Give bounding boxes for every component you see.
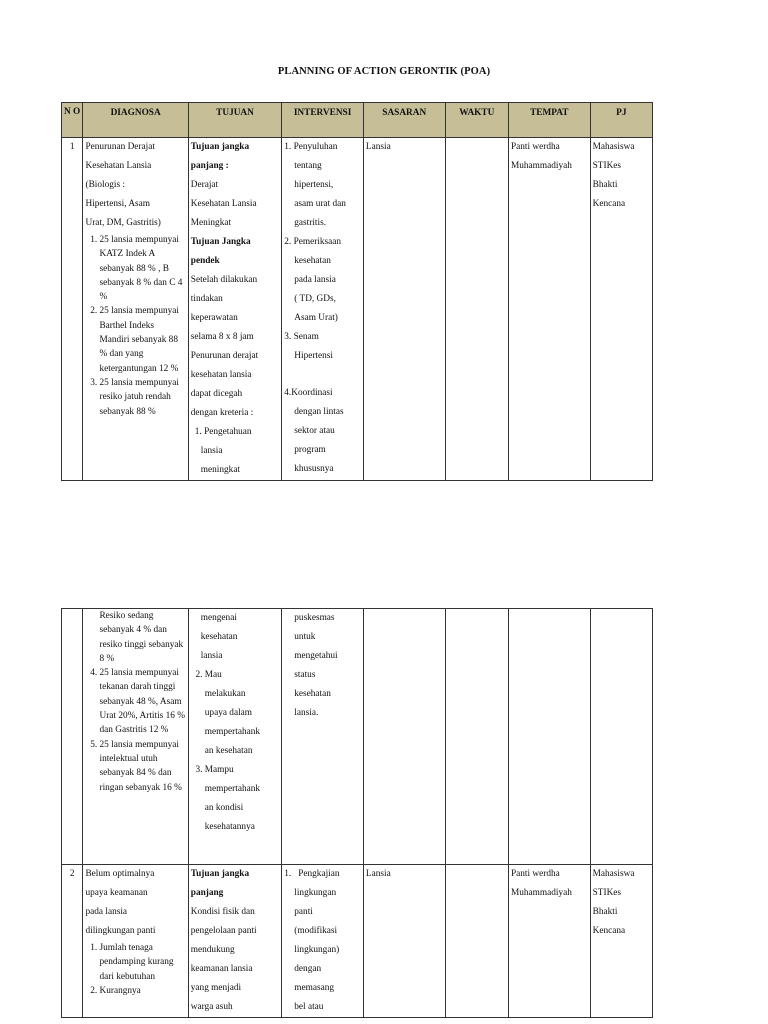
diagnosa-cont: Resiko sedang sebanyak 4 % dan resiko tinggi sebanyak 8 %	[99, 611, 184, 664]
diagnosa-line: Urat, DM, Gastritis)	[85, 218, 161, 228]
diagnosa-line: Belum optimalnya	[85, 869, 155, 879]
tujuan-cell	[188, 609, 281, 865]
header-diagnosa: DIAGNOSA	[83, 103, 188, 138]
header-waktu: WAKTU	[445, 103, 508, 138]
diagnosa-line: (Biologis :	[85, 180, 126, 190]
tujuan-list	[191, 666, 279, 837]
header-tujuan: TUJUAN	[188, 103, 281, 138]
diagnosa-list	[85, 666, 185, 795]
intervensi-line: untuk	[294, 632, 316, 642]
pj-line: Mahasiswa	[592, 869, 635, 879]
intervensi-line: 1. Penyuluhan	[284, 142, 338, 152]
intervensi-line: panti	[294, 907, 313, 917]
intervensi-cell	[282, 865, 364, 1018]
tujuan-line: dengan kreteria :	[190, 408, 254, 418]
tujuan-line: selama 8 x 8 jam	[190, 332, 254, 342]
row-number: 1	[62, 138, 83, 481]
sasaran-cell	[363, 609, 445, 865]
tujuan-line: Meningkat	[190, 218, 232, 228]
intervensi-line: dengan	[294, 964, 322, 974]
tempat-cell	[508, 609, 590, 865]
intervensi-cell	[282, 609, 364, 865]
pj-line: Kencana	[592, 926, 626, 936]
tujuan-line: Setelah dilakukan	[190, 275, 258, 285]
kriteria-line: meningkat	[200, 465, 241, 475]
list-line: an kesehatan	[204, 746, 253, 756]
pj-line: Mahasiswa	[592, 142, 635, 152]
list-line: upaya dalam	[204, 708, 253, 718]
diagnosa-cell	[83, 609, 188, 865]
header-pj: PJ	[590, 103, 652, 138]
intervensi-line: program	[294, 445, 326, 455]
tempat-line: Panti werdha	[510, 142, 560, 152]
intervensi-line: Asam Urat)	[294, 313, 338, 323]
diagnosa-cell	[83, 138, 188, 481]
intervensi-line: Hipertensi	[294, 351, 333, 361]
header-sasaran: SASARAN	[363, 103, 445, 138]
tujuan-line: kesehatan lansia	[190, 370, 252, 380]
diagnosa-line: upaya keamanan	[85, 888, 148, 898]
tujuan-cell	[188, 865, 281, 1018]
intervensi-line: asam urat dan	[294, 199, 346, 209]
tempat-line: Muhammadiyah	[510, 888, 572, 898]
table-row	[62, 138, 653, 481]
waktu-cell	[445, 865, 508, 1018]
pj-cell	[590, 609, 652, 865]
list-line: 3. Mampu	[204, 765, 234, 775]
intervensi-line: mengetahui	[294, 651, 338, 661]
list-item: 4. 25 lansia mempunyai tekanan darah tinggi sebanyak 48 %, Asam Urat 20%, Artitis 16 % dan Gastritis 12 %	[99, 666, 185, 737]
tujuan-pendek-label: Tujuan Jangka	[190, 237, 251, 247]
intervensi-line: lingkungan)	[294, 945, 340, 955]
tujuan-line: mengenai	[200, 613, 237, 623]
pj-line: STIKes	[592, 161, 622, 171]
poa-table-page1	[61, 102, 653, 481]
poa-table-page2	[61, 608, 653, 1018]
diagnosa-line: Penurunan Derajat	[85, 142, 155, 152]
intervensi-line: khususnya	[294, 464, 334, 474]
intervensi-line: dengan lintas	[294, 407, 344, 417]
intervensi-line: kesehatan	[294, 689, 331, 699]
list-line: an kondisi	[204, 803, 244, 813]
tempat-line: Muhammadiyah	[510, 161, 572, 171]
intervensi-line: hipertensi,	[294, 180, 334, 190]
list-item	[205, 761, 279, 837]
tujuan-pendek-label: pendek	[190, 256, 220, 266]
tujuan-line: yang menjadi	[190, 983, 242, 993]
list-line: mempertahank	[204, 784, 261, 794]
intervensi-line: (modifikasi	[294, 926, 338, 936]
sasaran-cell: Lansia	[363, 138, 445, 481]
tujuan-cell	[188, 138, 281, 481]
pj-line: STIKes	[592, 888, 622, 898]
intervensi-line: lingkungan	[294, 888, 337, 898]
tujuan-line: keamanan lansia	[190, 964, 253, 974]
intervensi-line: pada lansia	[294, 275, 336, 285]
table-row	[62, 609, 653, 865]
tujuan-line: Kesehatan Lansia	[190, 199, 257, 209]
header-intervensi: INTERVENSI	[282, 103, 364, 138]
row-number	[62, 609, 83, 865]
table-header-row	[62, 103, 653, 138]
list-line: melakukan	[204, 689, 246, 699]
kriteria-line: 1. Pengetahuan	[194, 427, 252, 437]
intervensi-line: status	[294, 670, 316, 680]
waktu-cell	[445, 609, 508, 865]
intervensi-line: 2. Pemeriksaan	[284, 237, 342, 247]
intervensi-line: gastritis.	[294, 218, 327, 228]
list-item: 5. 25 lansia mempunyai intelektual utuh sebanyak 84 % dan ringan sebanyak 16 %	[99, 738, 185, 795]
intervensi-line: bel atau	[294, 1002, 324, 1012]
diagnosa-line: Kesehatan Lansia	[85, 161, 152, 171]
tujuan-line: lansia	[200, 651, 223, 661]
intervensi-cell	[282, 138, 364, 481]
tujuan-line: warga asuh	[190, 1002, 233, 1012]
pj-cell	[590, 865, 652, 1018]
table-row	[62, 865, 653, 1018]
list-item: 2. Kurangnya	[99, 984, 185, 998]
waktu-cell	[445, 138, 508, 481]
list-item: 3. 25 lansia mempunyai resiko jatuh rendah sebanyak 88 %	[99, 376, 185, 419]
list-item	[205, 666, 279, 761]
list-item: 2. 25 lansia mempunyai Barthel Indeks Mandiri sebanyak 88 % dan yang ketergantungan 12 %	[99, 304, 185, 375]
tujuan-line: Derajat	[190, 180, 219, 190]
intervensi-line: 1. Pengkajian	[284, 869, 340, 879]
diagnosa-list	[85, 233, 185, 419]
tujuan-line: kesehatan	[200, 632, 238, 642]
tempat-line: Panti werdha	[510, 869, 560, 879]
header-tempat: TEMPAT	[508, 103, 590, 138]
pj-cell	[590, 138, 652, 481]
list-item: 1. Jumlah tenaga pendamping kurang dari kebutuhan	[99, 941, 185, 984]
diagnosa-cell	[83, 865, 188, 1018]
diagnosa-line: dilingkungan panti	[85, 926, 156, 936]
pj-line: Bhakti	[592, 180, 618, 190]
tempat-cell	[508, 865, 590, 1018]
intervensi-line: memasang	[294, 983, 335, 993]
tujuan-line: Penurunan derajat	[190, 351, 259, 361]
tujuan-line: mendukung	[190, 945, 235, 955]
intervensi-line: lansia.	[294, 708, 319, 718]
sasaran-cell: Lansia	[363, 865, 445, 1018]
header-no: N O	[62, 103, 83, 138]
document-title: PLANNING OF ACTION GERONTIK (POA)	[277, 66, 491, 77]
list-line: 2. Mau	[204, 670, 222, 680]
tujuan-line: tindakan	[190, 294, 223, 304]
tujuan-label: panjang	[190, 888, 224, 898]
tujuan-panjang-label: Tujuan jangka	[190, 142, 250, 152]
tujuan-line: Kondisi fisik dan	[190, 907, 255, 917]
intervensi-line: ( TD, GDs,	[294, 294, 336, 304]
pj-line: Kencana	[592, 199, 626, 209]
pj-line: Bhakti	[592, 907, 618, 917]
tujuan-label: Tujuan jangka	[190, 869, 250, 879]
kriteria-line: lansia	[200, 446, 223, 456]
diagnosa-line: Hipertensi, Asam	[85, 199, 151, 209]
tujuan-line: dapat dicegah	[190, 389, 243, 399]
intervensi-line: tentang	[294, 161, 322, 171]
tujuan-panjang-label: panjang :	[190, 161, 229, 171]
diagnosa-line: pada lansia	[85, 907, 128, 917]
intervensi-line: sektor atau	[294, 426, 335, 436]
diagnosa-list	[85, 941, 185, 998]
row-number: 2	[62, 865, 83, 1018]
tempat-cell	[508, 138, 590, 481]
intervensi-line: puskesmas	[294, 613, 335, 623]
tujuan-line: keperawatan	[190, 313, 238, 323]
list-line: mempertahank	[204, 727, 261, 737]
intervensi-line: kesehatan	[294, 256, 331, 266]
tujuan-line: pengelolaan panti	[190, 926, 257, 936]
list-item: 1. 25 lansia mempunyai KATZ Indek A sebanyak 88 % , B sebanyak 8 % dan C 4 %	[99, 233, 185, 304]
spacer	[284, 366, 361, 384]
list-line: kesehatannya	[204, 822, 255, 832]
intervensi-line: 3. Senam	[284, 332, 319, 342]
intervensi-line: 4.Koordinasi	[284, 388, 333, 398]
